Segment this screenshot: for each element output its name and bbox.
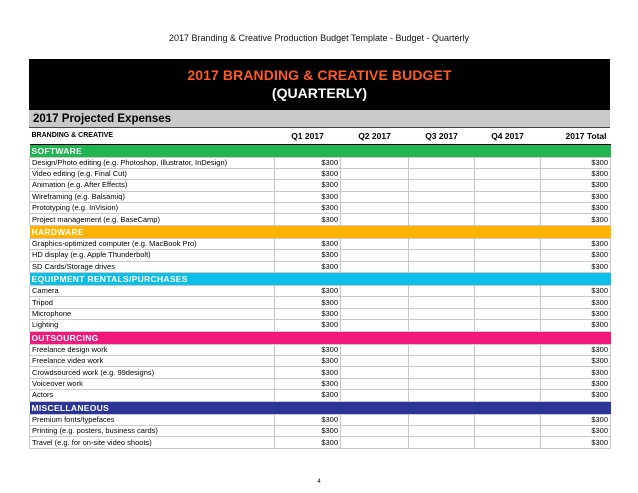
cell-total[interactable]: $300	[541, 320, 611, 331]
cell-total[interactable]: $300	[541, 214, 611, 225]
cell-q4[interactable]	[475, 180, 541, 191]
cell-q3[interactable]	[409, 214, 475, 225]
cell-q4[interactable]	[475, 214, 541, 225]
cell-q1[interactable]: $300	[275, 297, 341, 308]
cell-q4[interactable]	[475, 425, 541, 436]
table-row	[30, 261, 611, 272]
cell-total[interactable]: $300	[541, 344, 611, 355]
cell-q4[interactable]	[475, 437, 541, 448]
table-row	[30, 191, 611, 202]
cell-q3[interactable]	[409, 203, 475, 214]
column-header-q4: Q4 2017	[475, 128, 541, 144]
row-label[interactable]: Design/Photo editing (e.g. Photoshop, Illustrator, InDesign)	[30, 157, 275, 168]
cell-total[interactable]: $300	[541, 367, 611, 378]
table-row	[30, 437, 611, 448]
cell-q3[interactable]	[409, 261, 475, 272]
cell-q1[interactable]: $300	[275, 344, 341, 355]
cell-q3[interactable]	[409, 180, 475, 191]
cell-total[interactable]: $300	[541, 250, 611, 261]
cell-q2[interactable]	[341, 157, 409, 168]
cell-q3[interactable]	[409, 390, 475, 401]
cell-q2[interactable]	[341, 238, 409, 249]
cell-total[interactable]: $300	[541, 425, 611, 436]
cell-q1[interactable]: $300	[275, 425, 341, 436]
cell-q2[interactable]	[341, 168, 409, 179]
table-row	[30, 378, 611, 389]
cell-q4[interactable]	[475, 286, 541, 297]
row-label[interactable]: Premium fonts/typefaces	[30, 414, 275, 425]
cell-q2[interactable]	[341, 308, 409, 319]
cell-q3[interactable]	[409, 250, 475, 261]
table-row	[30, 320, 611, 331]
page-number: 4	[317, 479, 321, 485]
row-label[interactable]: Project management (e.g. BaseCamp)	[30, 214, 275, 225]
row-label[interactable]: Wireframing (e.g. Balsamiq)	[30, 191, 275, 202]
table-row	[30, 157, 611, 168]
cell-q2[interactable]	[341, 355, 409, 366]
cell-q3[interactable]	[409, 414, 475, 425]
row-label[interactable]: Voiceover work	[30, 378, 275, 389]
cell-q2[interactable]	[341, 214, 409, 225]
table-row	[30, 355, 611, 366]
cell-q2[interactable]	[341, 180, 409, 191]
cell-q2[interactable]	[341, 378, 409, 389]
row-label[interactable]: Lighting	[30, 320, 275, 331]
cell-q1[interactable]: $300	[275, 414, 341, 425]
cell-q1[interactable]: $300	[275, 168, 341, 179]
cell-total[interactable]: $300	[541, 414, 611, 425]
row-label[interactable]: Camera	[30, 286, 275, 297]
column-header-q3: Q3 2017	[409, 128, 475, 144]
cell-q4[interactable]	[475, 297, 541, 308]
title-banner	[29, 59, 610, 110]
cell-q4[interactable]	[475, 250, 541, 261]
cell-q1[interactable]: $300	[275, 203, 341, 214]
table-row	[30, 425, 611, 436]
cell-q3[interactable]	[409, 320, 475, 331]
cell-q1[interactable]: $300	[275, 355, 341, 366]
cell-q1[interactable]: $300	[275, 308, 341, 319]
row-label[interactable]: Tripod	[30, 297, 275, 308]
cell-q1[interactable]: $300	[275, 180, 341, 191]
column-header-category: BRANDING & CREATIVE	[30, 128, 275, 144]
cell-q3[interactable]	[409, 168, 475, 179]
table-row	[30, 214, 611, 225]
row-label[interactable]: Travel (e.g. for on-site video shoots)	[30, 437, 275, 448]
cell-q3[interactable]	[409, 425, 475, 436]
section-title: SOFTWARE	[30, 144, 611, 157]
cell-q4[interactable]	[475, 344, 541, 355]
cell-q2[interactable]	[341, 297, 409, 308]
banner-subtitle: (QUARTERLY)	[271, 85, 368, 101]
cell-q3[interactable]	[409, 367, 475, 378]
section-header-outsourcing	[30, 331, 611, 344]
cell-q2[interactable]	[341, 286, 409, 297]
cell-q4[interactable]	[475, 168, 541, 179]
table-row	[30, 168, 611, 179]
row-label[interactable]: SD Cards/Storage drives	[30, 261, 275, 272]
table-row	[30, 367, 611, 378]
cell-q3[interactable]	[409, 308, 475, 319]
cell-total[interactable]: $300	[541, 261, 611, 272]
cell-q3[interactable]	[409, 238, 475, 249]
projected-expenses-heading: 2017 Projected Expenses	[29, 110, 610, 128]
cell-total[interactable]: $300	[541, 157, 611, 168]
table-row	[30, 250, 611, 261]
cell-q4[interactable]	[475, 191, 541, 202]
cell-q4[interactable]	[475, 367, 541, 378]
cell-q2[interactable]	[341, 203, 409, 214]
column-header-q1: Q1 2017	[275, 128, 341, 144]
cell-q1[interactable]: $300	[275, 378, 341, 389]
cell-q2[interactable]	[341, 390, 409, 401]
table-row	[30, 297, 611, 308]
table-row	[30, 238, 611, 249]
row-label[interactable]: Crowdsourced work (e.g. 99designs)	[30, 367, 275, 378]
cell-q2[interactable]	[341, 261, 409, 272]
row-label[interactable]: Actors	[30, 390, 275, 401]
cell-total[interactable]: $300	[541, 378, 611, 389]
cell-q1[interactable]: $300	[275, 238, 341, 249]
cell-total[interactable]: $300	[541, 297, 611, 308]
table-row	[30, 180, 611, 191]
cell-q3[interactable]	[409, 297, 475, 308]
row-label[interactable]: HD display (e.g. Apple Thunderbolt)	[30, 250, 275, 261]
column-header-q2: Q2 2017	[341, 128, 409, 144]
row-label[interactable]: Video editing (e.g. Final Cut)	[30, 168, 275, 179]
cell-total[interactable]: $300	[541, 308, 611, 319]
cell-q3[interactable]	[409, 286, 475, 297]
row-label[interactable]: Graphics-optimized computer (e.g. MacBook Pro)	[30, 238, 275, 249]
table-row	[30, 308, 611, 319]
cell-q3[interactable]	[409, 157, 475, 168]
cell-q1[interactable]: $300	[275, 261, 341, 272]
cell-q2[interactable]	[341, 250, 409, 261]
budget-sheet	[29, 59, 610, 449]
cell-q4[interactable]	[475, 378, 541, 389]
section-title: MISCELLANEOUS	[30, 401, 611, 414]
cell-q2[interactable]	[341, 344, 409, 355]
row-label[interactable]: Prototyping (e.g. InVision)	[30, 203, 275, 214]
table-row	[30, 390, 611, 401]
cell-q3[interactable]	[409, 355, 475, 366]
cell-q4[interactable]	[475, 238, 541, 249]
cell-total[interactable]: $300	[541, 437, 611, 448]
cell-q4[interactable]	[475, 320, 541, 331]
cell-q1[interactable]: $300	[275, 320, 341, 331]
cell-q2[interactable]	[341, 437, 409, 448]
cell-q3[interactable]	[409, 191, 475, 202]
cell-q4[interactable]	[475, 261, 541, 272]
row-label[interactable]: Freelance video work	[30, 355, 275, 366]
banner-title: 2017 BRANDING & CREATIVE BUDGET	[187, 67, 452, 83]
cell-q1[interactable]: $300	[275, 214, 341, 225]
section-title: EQUIPMENT RENTALS/PURCHASES	[30, 273, 611, 286]
section-title: OUTSOURCING	[30, 331, 611, 344]
cell-q1[interactable]: $300	[275, 286, 341, 297]
section-header-hardware	[30, 225, 611, 238]
cell-total[interactable]: $300	[541, 180, 611, 191]
cell-q4[interactable]	[475, 390, 541, 401]
table-row	[30, 286, 611, 297]
cell-total[interactable]: $300	[541, 238, 611, 249]
budget-table	[29, 128, 611, 449]
cell-total[interactable]: $300	[541, 168, 611, 179]
section-header-software	[30, 144, 611, 157]
page-header: 2017 Branding & Creative Production Budget Template - Budget - Quarterly	[168, 33, 469, 43]
cell-total[interactable]: $300	[541, 355, 611, 366]
table-row	[30, 414, 611, 425]
cell-q1[interactable]: $300	[275, 157, 341, 168]
cell-q2[interactable]	[341, 320, 409, 331]
table-row	[30, 344, 611, 355]
cell-total[interactable]: $300	[541, 191, 611, 202]
cell-q1[interactable]: $300	[275, 390, 341, 401]
cell-q2[interactable]	[341, 425, 409, 436]
cell-q1[interactable]: $300	[275, 437, 341, 448]
section-header-miscellaneous	[30, 401, 611, 414]
row-label[interactable]: Microphone	[30, 308, 275, 319]
cell-q3[interactable]	[409, 437, 475, 448]
cell-q1[interactable]: $300	[275, 250, 341, 261]
row-label[interactable]: Freelance design work	[30, 344, 275, 355]
cell-q1[interactable]: $300	[275, 191, 341, 202]
cell-q2[interactable]	[341, 367, 409, 378]
section-header-equipment-rentals	[30, 273, 611, 286]
cell-q3[interactable]	[409, 378, 475, 389]
cell-q4[interactable]	[475, 157, 541, 168]
column-header-row	[30, 128, 611, 144]
table-row	[30, 203, 611, 214]
cell-total[interactable]: $300	[541, 390, 611, 401]
cell-q1[interactable]: $300	[275, 367, 341, 378]
section-title: HARDWARE	[30, 225, 611, 238]
column-header-total: 2017 Total	[541, 128, 611, 144]
cell-total[interactable]: $300	[541, 286, 611, 297]
cell-q2[interactable]	[341, 191, 409, 202]
row-label[interactable]: Printing (e.g. posters, business cards)	[30, 425, 275, 436]
cell-q3[interactable]	[409, 344, 475, 355]
cell-q4[interactable]	[475, 414, 541, 425]
cell-q4[interactable]	[475, 355, 541, 366]
cell-total[interactable]: $300	[541, 203, 611, 214]
cell-q4[interactable]	[475, 203, 541, 214]
cell-q2[interactable]	[341, 414, 409, 425]
cell-q4[interactable]	[475, 308, 541, 319]
row-label[interactable]: Animation (e.g. After Effects)	[30, 180, 275, 191]
